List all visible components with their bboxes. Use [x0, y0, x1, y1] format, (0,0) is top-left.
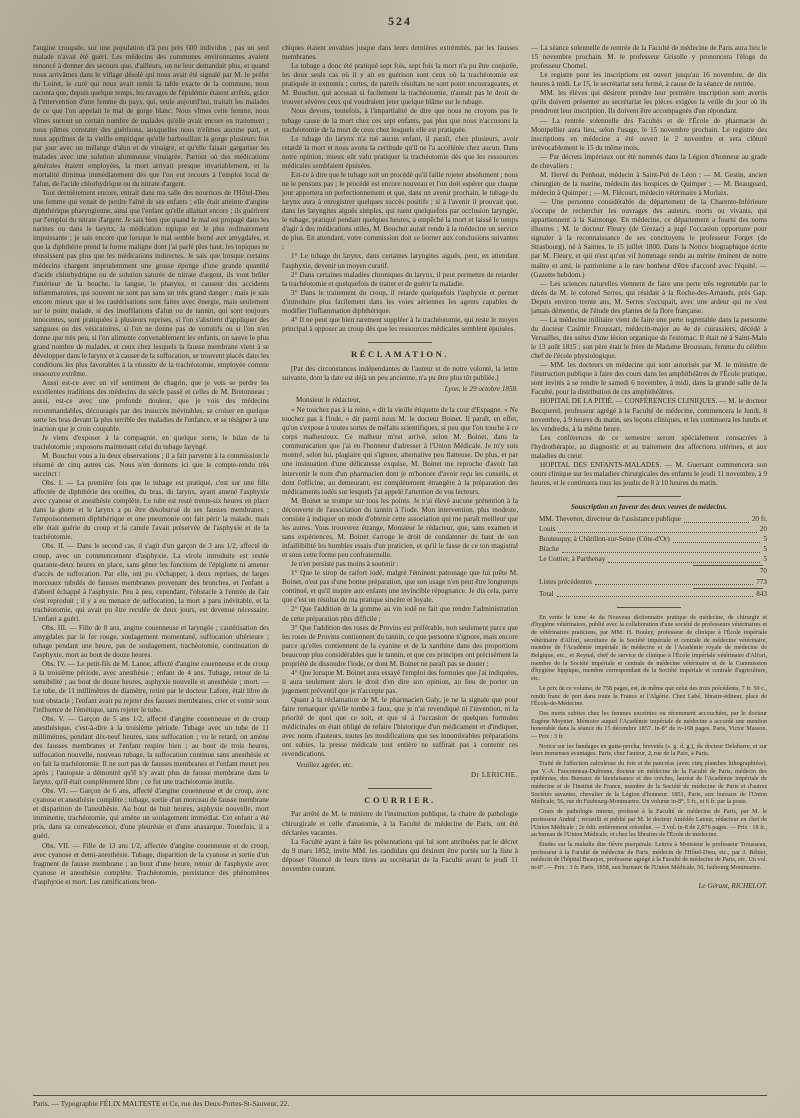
dot-leader — [558, 532, 756, 533]
footer-rule — [33, 1095, 767, 1096]
column-middle — [282, 44, 518, 1074]
letter-salutation: Veuillez agréer, etc. — [296, 760, 353, 769]
subscription-amount: 773 — [756, 577, 767, 586]
subscription-amount: 843 — [756, 589, 767, 598]
letter-signature: Dr LERICHE. — [470, 770, 518, 779]
page-number: 524 — [388, 14, 412, 28]
paragraph: La Faculté ayant à faire les présentations qui lui sont attribuées par le décret du 9 mars 1852, invite MM. les candidats qui désirent être portés sur la liste à déposer l'énoncé de leurs titres au secrétariat de la Faculté avant le jeudi 11 novembre courant. — [282, 837, 518, 873]
paragraph: Les conférences de ce semestre seront spécialement consacrées à l'hydrothérapie, au diagnostic et au traitement des affections utérines, et aux maladies du cœur. — [531, 433, 767, 460]
section-divider — [617, 496, 681, 497]
paragraph: Le registre pour les inscriptions est ouvert jusqu'au 16 novembre, de dix heures à midi. Le 15, le secrétariat sera fermé, à cause de la séance de rentrée. — [531, 71, 767, 89]
subscription-title: Souscription en faveur des deux veuves de médecins. — [570, 503, 728, 512]
book-ad: Le prix de ce volume, de 758 pages, est, de même que celui des trois précédents, 7 fr. 50 c., rendu franc de port dans toute la France et l'Algérie. Chez Labé, libraire-éditeur, place de l'École-de-Médecine. — [531, 684, 767, 708]
dot-leader — [557, 596, 754, 597]
paragraph: — La rentrée solennelle des Facultés et de l'École de pharmacie de Montpellier aura lieu, selon l'usage, le 15 novembre prochain. Le registre des inscriptions en médecine a été ouvert le 2 novembre et sera clôturé irrévocablement le 15 du même mois. — [531, 116, 767, 152]
column-left — [33, 44, 269, 1074]
paragraph: — Une personne considérable du département de la Charente-Inférieure s'occupe de rechercher les ouvrages des auteurs, morts ou vivants, qui appartiennent à la Saintonge. En médecine, ce département a fourni des noms illustres ; M. le docteur Fleury (de Grezac) a jugé l'occasion opportune pour signaler à la reconnaissance de ses concitoyens le professeur Forget (de Strasbourg), né à Saintes, le 15 juillet 1800. Dans la Notice biographique écrite par M. Fleury, et qui n'est qu'un vif hommage rendu au mérite éminent de notre maître et ami, le patriotisme a le rare bonheur d'être d'accord avec l'équité. — (Gazette hebdom.) — [531, 198, 767, 279]
imprint-text: Paris. — Typographie FÉLIX MALTESTE et Ce, rue des Deux-Portes-St-Sauveur, 22. — [33, 1099, 290, 1108]
book-ad: Notice sur les bandages en gutta-percha, brevetés (s. g. d. g.), du docteur Delabarre, et sur leurs immenses avantages. Paris, chez l'auteur, 2, rue de la Paix, à Paris. — [531, 742, 767, 758]
imprint-footer — [33, 1095, 767, 1108]
paragraph: 3° Dans le traitement du croup, il retarde quelquefois l'asphyxie et permet d'introduire plus facilement dans les voies aériennes les agents capables de modifier l'inflammation diphthérique. — [282, 288, 518, 315]
paragraph: M. Bouchut vous a lu deux observations ; il a fait parvenir à la commission le résumé de cinq autres cas. Nous n'en donnons ici que le compte-rendu très succinct : — [33, 451, 269, 478]
paragraph: 2° Dans certaines maladies chroniques du larynx, il peut permettre de retarder la trachéotomie et quelquefois de traiter et de guérir la maladie. — [282, 270, 518, 288]
paragraph: M. Boinet se trompe sur tous les points. Je n'ai élevé aucune prétention à la découverte de l'association du tannin à l'iode. Mon intervention, plus modeste, consiste à indiquer un mode d'obtenir cette association qui me paraît meilleur que les autres. Vous trouverez étrange, Monsieur le rédacteur, que, sans examen et sans expériences, M. Boinet s'arroge le droit de condamner du haut de son infaillibilité les humbles essais d'un praticien, et qu'il le fasse de ce ton magistral et sous cette forme peu confraternelle. — [282, 496, 518, 560]
column-right — [531, 44, 767, 1074]
paragraph-continued: chiques étaient envahies jusque dans leurs dernières extrémités, par les fausses membranes. — [282, 44, 518, 62]
subscriber-name: Bouteuquy, à Châtillon-sur-Seine (Côte-d'Or) — [539, 535, 670, 544]
section-divider — [368, 342, 432, 343]
total-rule — [693, 588, 763, 589]
section-header-courrier: COURRIER. — [364, 794, 436, 805]
paragraph: Obs. III. — Fille de 8 ans, angine couenneuse et laryngée ; cautérisation des amygdales par le fer rouge, soulagement momentané, suffocation ultérieure ; tubage pendant une heure, pas de soulagement, trachéotomie, continuation de l'asphyxie, mort au bout de douze heures. — [33, 624, 269, 660]
paragraph: 1° Que le sirop de raifort iodé, malgré l'éminent patronage que lui prête M. Boinet, n'est pas d'une bonne préparation, que son usage n'en peut être longtemps continué, et qu'il inspire aux enfants une invincible répugnance. Je dis cela, parce que c'est un résultat de ma pratique sincère et loyale. — [282, 569, 518, 605]
letter-dateline: Lyon, le 29 octobre 1858. — [444, 384, 518, 393]
subscription-row — [531, 525, 767, 534]
paragraph: Quant à la réclamation de M. le pharmacien Galy, je ne la signale que pour faire remarquer qu'elle tombe à faux, que je n'ai revendiqué ni l'invention, ni la priorité de quoi que ce soit, et que si à l'occasion de quelques formules médicinales on était obligé de refaire l'historique d'un médicament et d'indiquer, avec noms d'auteurs, toutes les modifications que ses innombrables préparations ont subies, la presse médicale tout entière ne suffirait pas à contenir ces revendications. — [282, 696, 518, 759]
section-divider — [617, 607, 681, 608]
paragraph: 1° Le tubage du larynx, dans certaines laryngites aiguës, peut, en attendant l'asphyxie, devenir un moyen curatif. — [282, 252, 518, 270]
dot-leader — [608, 562, 760, 563]
paragraph: Obs. VII. — Fille de 13 ans 1/2, affectée d'angine couenneuse et de croup, avec cyanose et demi-anesthésie. Tubage, disparition de la cyanose et sortie d'un fragment de fausse membrane ; au bout d'une heure, retour de l'asphyxie avec cyanose et anesthésie complète. Trachéotomie, persistance des phénomènes d'asphyxie et mort. Les ramifications bron- — [33, 841, 269, 886]
subscription-row — [531, 515, 767, 524]
letter-salutation: Monsieur le rédacteur, — [296, 396, 361, 405]
paragraph: 2° Que l'addition de la gomme au vin iodé ne fait que rendre l'administration de cette préparation plus difficile ; — [282, 605, 518, 623]
section-divider — [368, 788, 432, 789]
paragraph: Obs. IV. — Le petit-fils de M. Lanoe, affecté d'angine couenneuse et de croup à la troisième période, avec anesthésie ; enfant de 4 ans. Tubage, retour de la sensibilité ; au bout de douze heures, asphyxie nouvelle et anesthésie ; mort. — Le tube, de 11 millimètres de diamètre, retiré par le docteur Lafore, était libre de tout obstacle ; l'enfant avait pu rejeter des fausses membranes, crier et vomir sous l'influence de l'émétique, sans rejeter le tube. — [33, 660, 269, 714]
paragraph: M. Hervé du Penhoat, médecin à Saint-Pol de Léon ; — M. Gestin, ancien chirurgien de la marine, médecin des hospices de Quimper ; — M. Beaugeard, médecin à Quimper ; — M. Flécourt, médecin vétérinaire à Morlaix. — [531, 170, 767, 197]
subscription-row — [531, 555, 767, 564]
subscription-amount: 5 — [763, 545, 767, 554]
paragraph: HOPITAL DES ENFANTS-MALADES. — M. Guersant commencera son cours clinique sur les maladies chirurgicales des enfants le jeudi 11 novembre, à 9 heures, et le continuera tous les jeudis de 8 à 10 heures du matin. — [531, 460, 767, 487]
subscription-amount: 70 — [759, 567, 767, 576]
paragraph: 4° Il ne peut que bien rarement suppléer à la trachéotomie, qui reste le moyen principal à opposer au croup dès que les ressources médicales semblent épuisées. — [282, 315, 518, 333]
paragraph: « Ne touchez pas à la reine, » dit la vieille étiquette de la cour d'Espagne. « Ne touchez pas à l'iode, » dit parmi nous M. le docteur Boinet. Il paraît, en effet, qu'on s'expose à toutes sortes de méfaits scientifiques, si peu que l'on touche à ce corps malheureux. Ce malheur m'est arrivé, selon M. Boinet, dans la communication que j'ai eu l'honneur d'adresser à l'Union Médicale. Je m'y suis montré, selon lui, plagiaire qui s'ignore, alternative peu flatteuse. De plus, et par une insinuation d'une délicatesse exquise, M. Boinet me reproche d'avoir fait intervenir le nom d'un pharmacien dont je m'honore d'avoir reçu les conseils, et dont l'officine, au demeurant, est complètement étrangère à la préparation des médicaments iodés sur lesquels j'ai appelé l'attention de vos lecteurs. — [282, 406, 518, 496]
subscription-row — [531, 567, 767, 576]
total-rule — [693, 565, 763, 566]
columns-container — [33, 44, 767, 1074]
subscriber-name: MM. Thevenot, directeur de l'assistance publique — [539, 515, 681, 524]
subscriber-name: Blache — [539, 545, 559, 554]
book-ad: Des morts subites chez les femmes enceintes ou récemment accouchées, par le docteur Eugène Moynier. Mémoire auquel l'Académie impériale de médecine a accordé une mention honorable dans la séance du 15 décembre 1857. In-8° de iv-168 pages. Paris, Victor Masson. — Prix : 3 fr. — [531, 709, 767, 740]
subscription-row — [531, 590, 767, 599]
subscriber-name: Louis — [539, 525, 556, 534]
paragraph: Le tubage a donc été pratiqué sept fois, sept fois la mort n'a pu être conjurée, les deux seuls cas où il y ait eu guérison sont ceux où la trachéotomie est pratiquée in extremis ; certes, de pareils résultats ne sont point encourageants, et M. Bouchut, qui accusait si facilement la trachéotomie, n'aurait pas le droit de trouver sévères ceux qui voudraient jeter quelque blâme sur le tubage. — [282, 62, 518, 107]
paragraph: Je viens d'exposer à la compagnie, en quelque sorte, le bilan de la trachéotomie ; exposons maintenant celui du tubage laryngé. — [33, 433, 269, 451]
subscription-amount: 20 — [759, 525, 767, 534]
subscription-row — [531, 545, 767, 554]
paragraph: MM. les élèves qui désirent prendre leur première inscription sont avertis qu'ils doivent présenter au secrétariat les pièces exigées la veille du jour où ils prendront leur inscription. Ils doivent être accompagnés d'un répondant. — [531, 89, 767, 116]
paragraph: — MM. les docteurs en médecine qui sont autorisés par M. le ministre de l'instruction publique à faire des cours dans les amphithéâtres de l'École pratique, sont invités à se rendre le samedi 6 novembre, à midi, dans la grande salle de la Faculté, pour la distribution de ces amphithéâtres. — [531, 361, 767, 397]
paragraph: Est-ce à dire que le tubage soit un procédé qu'il faille rejeter absolument ; nous ne le pensons pas ; le procédé est encore nouveau et l'on doit espérer que chaque jour apportera un perfectionnement et que, dans un avenir prochain, le tubage du larynx aura à enregistrer quelques succès positifs ; si à l'avenir il prouvait que, dans les laryngites aiguës simples, qui tuent quelquefois par occlusion laryngée, le tubage, pratiqué pendant quelques heures, a empêché la mort et laissé le temps d'agir à des médications utiles, M. Bouchut aurait rendu à la médecine un service de plus. En attendant, votre commission doit se borner aux conclusions suivantes : — [282, 170, 518, 252]
paragraph: Obs. V. — Garçon de 5 ans 1/2, affecté d'angine couenneuse et de croup anesthésique, c'est-à-dire à la troisième période. Tubage avec un tube de 11 millimètres, pendant dix-neuf heures, sans suffocation ; vu le retard, on amène des fausses membranes et l'enfant respire bien ; au bout de trois heures, suffocation nouvelle, nouveau tubage, la suffocation continue sans anesthésie et on fait la trachéotomie. Il ne sort pas de fausses membranes et l'enfant meurt peu après ; l'autopsie a démontré qu'il n'y avait plus de fausse membrane dans le larynx, qu'il était complètement libre ; ce fut une trachéotomie inutile. — [33, 714, 269, 787]
subscription-amount: 20 fr. — [751, 515, 767, 524]
paragraph: Aussi est-ce avec un vif sentiment de chagrin, que je vois se perdre les excellentes traditions des médecins du siècle passé et celles de M. Bretonneau ; aussi, est-ce avec une profonde douleur, que je vois des médecins recommandables, découragés par des insuccès inévitables, se croiser en quelque sorte les bras devant la plus terrible des maladies de l'enfance, et se résigner à une inaction que je crois coupable. — [33, 379, 269, 433]
book-ad: Études sur la maladie dite fièvre puerpérale. Lettres à Monsieur le professeur Trousseau, professeur à la Faculté de médecine de Paris, médecin de l'Hôtel-Dieu, etc., par J. Béhier, médecin de l'hôpital Beaujon, professeur agrégé à la Faculté de médecine de Paris, etc. Un vol. in-8°. — Prix : 3 fr. Paris, 1858, aux bureaux de l'Union Médicale, 56, faubourg Montmartre. — [531, 840, 767, 871]
paragraph-continued: l'angine croupale, sur une population d'à peu près 600 individus ; pas un seul malade n'avait été guéri. Les médecins des communes environnantes avaient renoncé à donner des secours que, d'ailleurs, on ne leur demandait plus, et quand nous arrivâmes dans le village désolé qui nous avait été signalé par M. le préfet du Loiret, le curé qui nous avait remis la table exacte de la commune, nous raconta que, depuis quelque temps, les ravages de l'épidémie étaient arrêtés, grâce à l'intervention d'une femme du pays, qui, seule aujourd'hui, traitait les malades de ce que l'on appelait le mal de gorge blanc. Nous vîmes cette femme, nous vîmes surtout un certain nombre de malades qu'elle avait encore en traitement ; nous pûmes constater des guérisons, auxquelles nous n'eûmes aucune part, et nous apprîmes de la vieille empirique qu'elle barbouillait la gorge plusieurs fois par jour avec un mélange d'alun et de vinaigre, et qu'elle faisait gargariser les malades avec une solution alumineuse vinaigrée. Partout où des médications générales étaient employées, la mort arrivait presque invariablement, et la mortalité diminua immédiatement dès que l'on eut recours à l'emploi local de l'alun, de l'acide chlorhydrique ou du nitrate d'argent. — [33, 44, 269, 188]
paragraph-continued: — La séance solennelle de rentrée de la Faculté de médecine de Paris aura lieu le 15 novembre prochain. M. le professeur Grisolle y prononcera l'éloge du professeur Chomel. — [531, 44, 767, 71]
paragraph: Obs. I. — La première fois que le tubage est pratiqué, c'est sur une fille affectée de diphthérie des oreilles, du bras, du larynx, ayant amené l'asphyxie avec cyanose et anesthésie complète. Le tube est resté trente-six heures en place dans la glotte et le larynx a pu être désobstrué de ses fausses membranes ; l'empoisonnement diphthérique et une pneumonie ont fait périr la malade, mais elle était guérie du croup et la canule l'avait préservée de l'asphyxie et de la trachéotomie. — [33, 479, 269, 542]
book-ad: Cours de pathologie interne, professé à la Faculté de médecine de Paris, par M. le professeur Andral ; recueilli et publié par M. le docteur Amédée Latour, rédacteur en chef de l'Union Médicale ; 2e édit. entièrement refondue. — 3 vol. in-8 de 2,076 pages. — Prix : 18 fr., au bureau de l'Union Médicale, et chez les libraires de l'École de médecine. — [531, 808, 767, 839]
paragraph: 3° Que l'addition des roses de Provins est préférable, non seulement parce que les roses de Provins contiennent du tannin, ce que personne n'ignore, mais encore parce qu'elles contiennent de la cyanine et de la xanthine dans des proportions beaucoup plus considérables que le tannin, et que ces principes ont précisément la propriété de dissoudre l'iode, ce dont M. Boinet ne paraît pas se douter ; — [282, 623, 518, 668]
subscription-row — [531, 578, 767, 587]
paragraph: Nous devons, toutefois, à l'impartialité de dire que nous ne croyons pas le tubage cause de la mort chez ces sept enfants, pas plus que nous n'accusons la trachéotomie de la mort de ceux chez lesquels elle est pratiquée. — [282, 107, 518, 134]
subscriber-name: Total — [539, 589, 554, 598]
subscription-amount: 5 — [763, 555, 767, 564]
paragraph: Tout dernièrement encore, entrait dans ma salle des nourrices de l'Hôtel-Dieu une femme qui venait de perdre l'aîné de ses enfants ; elle était atteinte d'angine diphthérique pharyngienne, ainsi que l'enfant qu'elle allaitait encore ; ils guérirent par l'emploi du nitrate d'argent. Je sais bien que quand le mal est propagé dans les narines ou dans le larynx, la médication topique est le plus ordinairement impuissante ; je sais encore que lorsque le mal semble borné aux amygdales, et que la diphthérie prend la forme maligne dont j'ai parlé plus haut, les topiques ne réussissent pas plus que les médications indirectes. Je sais que lorsque certains médecins chargent imprudemment une grosse éponge d'une grande quantité d'acide chlorhydrique ou de solution saturée de nitrate d'argent, ils vont brûler l'intérieur de la bouche, la langue, le pharynx, et causent des accidents inflammatoires, qui souvent ne sont pas sans un très grand danger ; mais je sais encore mieux que si les cautérisations sont faites avec énergie, mais seulement sur le point malade, si des insufflations d'alun ou de tannin, qui sont toujours innocentes, sont pratiquées à plusieurs reprises, si l'on s'abstient d'appliquer des sangsues ou des vésicatoires, si l'on ne donne pas de vomitifs ou si l'on n'en donne que très peu, si l'on alimente convenablement les enfants, on sauve le plus grand nombre de malades, et ceux chez lesquels la fausse membrane vient à se développer dans le larynx et à causer de la suffocation, se trouvent placés dans les conditions les plus favorables à la réussite de la trachéotomie, employée comme ressource extrême. — [33, 189, 269, 379]
subscriber-name: Le Cottier, à Parthenay — [539, 555, 606, 564]
subscriber-name: Listes précédentes — [539, 577, 592, 586]
gerant-line: Le Gérant, RICHELOT. — [698, 881, 767, 890]
subscription-amount: 5 — [763, 535, 767, 544]
paragraph: Obs. VI. — Garçon de 6 ans, affecté d'angine couenneuse et de croup, avec cyanose et anesthésie complète ; tubage, sortie d'un morceau de fausse membrane et disparition de l'anesthésie. Au bout de huit heures, asphyxie nouvelle, mort imminente, trachéotomie, qui amène un soulagement immédiat. Cet enfant a été pris, dans sa convalescence, d'une pleurésie et d'une anasarque. Toutefois, il a guéri. — [33, 787, 269, 841]
book-ad: En vente le tome 4e du Nouveau dictionnaire pratique de médecine, de chirurgie et d'hygiène vétérinaires, publié avec la collaboration d'une société de professeurs vétérinaires et de vétérinaires praticiens, par MM. H. Bouley, professeur de clinique à l'École impériale vétérinaire d'Alfort, secrétaire de la Société impériale et centrale de médecine vétérinaire, membre de l'Académie impériale de médecine et de l'Académie royale de médecine de Belgique, etc., et Reynal, chef de service de clinique à l'École impériale vétérinaire d'Alfort, membre de la Société impériale et centrale de médecine vétérinaire et de la Commission d'hygiène hippique, membre correspondant de la Société impériale et centrale d'agriculture, etc. — [531, 613, 767, 683]
paragraph: Je n'en persiste pas moins à soutenir : — [291, 560, 399, 569]
dot-leader — [684, 522, 749, 523]
book-ad: Traité de l'affection calculeuse du foie et du pancréas (avec cinq planches lithographiées), par V.-A. Fauconneau-Dufresne, docteur en médecine de la Faculté de Paris, médecin des épidémies, des Bureaux de bienfaisance et des crèches, lauréat de l'Académie impériale de médecine et de l'Institut de France, membre de la Société de médecine de Paris et d'autres Sociétés savantes, chevalier de la Légion d'honneur. 1851, Paris, aux bureaux de l'Union Médicale, 56, rue du Faubourg-Montmartre. Un volume in-8°, 5 fr., et 6 fr. par la poste. — [531, 760, 767, 806]
paragraph: — La médecine militaire vient de faire une perte regrettable dans la personne du docteur Casimir Froussart, médecin-major au 4e de cuirassiers, décédé à Versailles, des suites d'une lésion organique de l'estomac. Il était né à Saint-Malo le 13 août 1815 ; son père était le frère de Madame Broussais, femme du célèbre chef de l'école physiologique. — [531, 315, 767, 361]
paragraph: Le tubage du larynx n'a tué aucun enfant, il paraît, chez plusieurs, avoir retardé la mort et nous avons la certitude qu'il ne l'a accélérée chez aucun. Dans notre opinion, mieux eût valu pratiquer la trachéotomie dès que les ressources médicales semblaient épuisées. — [282, 134, 518, 170]
dot-leader — [595, 584, 753, 585]
paragraph: 4° Que lorsque M. Boinet aura essayé l'emploi des formules que j'ai indiquées, il aura seulement alors le droit d'en dire son opinion, au lieu de porter un jugement préventif que je n'accepte pas. — [282, 668, 518, 696]
section-header-reclamation: RÉCLAMATION. — [351, 349, 449, 359]
paragraph: — Par décrets impériaux ont été nommés dans la Légion d'honneur au grade de chevaliers : — [531, 152, 767, 170]
paragraph: Par arrêté de M. le ministre de l'instruction publique, la chaire de pathologie chirurgicale et celle d'anatomie, à la Faculté de médecine de Paris, ont été déclarées vacantes. — [282, 810, 518, 837]
paragraph: — Les sciences naturelles viennent de faire une perte très regrettable par le décès de M. le colonel Serres, qui résidait à la Roche-des-Arnauds, près Gap. Depuis environ trente ans, M. Serres s'occupait, avec une ardeur qui ne s'est jamais démentie, de l'étude des plantes de la flore française. — [531, 279, 767, 315]
paragraph: [Par des circonstances indépendantes de l'auteur et de notre volonté, la lettre suivante, dont la date est déjà un peu ancienne, n'a pu être plus tôt publiée.] — [282, 364, 518, 382]
paragraph: Obs. II. — Dans le second cas, il s'agit d'un garçon de 3 ans 1/2, affecté de croup, avec un commencement d'asphyxie. La virole introduite est restée quarante-deux heures en place, sans gêner les fonctions de l'épiglotte ni amener d'accès de suffocation. Par elle, ont pu s'échapper, à deux reprises, de larges morceaux tubulés de fausses membranes provenant des bronches, et l'enfant a d'abord échappé à l'asphyxie. Peu à peu, cependant, l'obstacle à l'entrée de l'air s'est reproduit ; il y a eu menace de suffocation, la mort a paru inévitable, et la trachéotomie, qui avait pu être reculée de deux jours, est devenue nécessaire. L'enfant a guéri. — [33, 542, 269, 623]
dot-leader — [562, 552, 760, 553]
dot-leader — [673, 542, 761, 543]
paragraph: HOPITAL DE LA PITIÉ. — CONFÉRENCES CLINIQUES. — M. le docteur Becquerel, professeur agrégé à la Faculté de médecine, commencera le lundi, 8 novembre, à 9 heures du matin, ses leçons cliniques, et les continuera les lundis et les vendredis, à la même heure. — [531, 397, 767, 433]
subscription-row — [531, 535, 767, 544]
